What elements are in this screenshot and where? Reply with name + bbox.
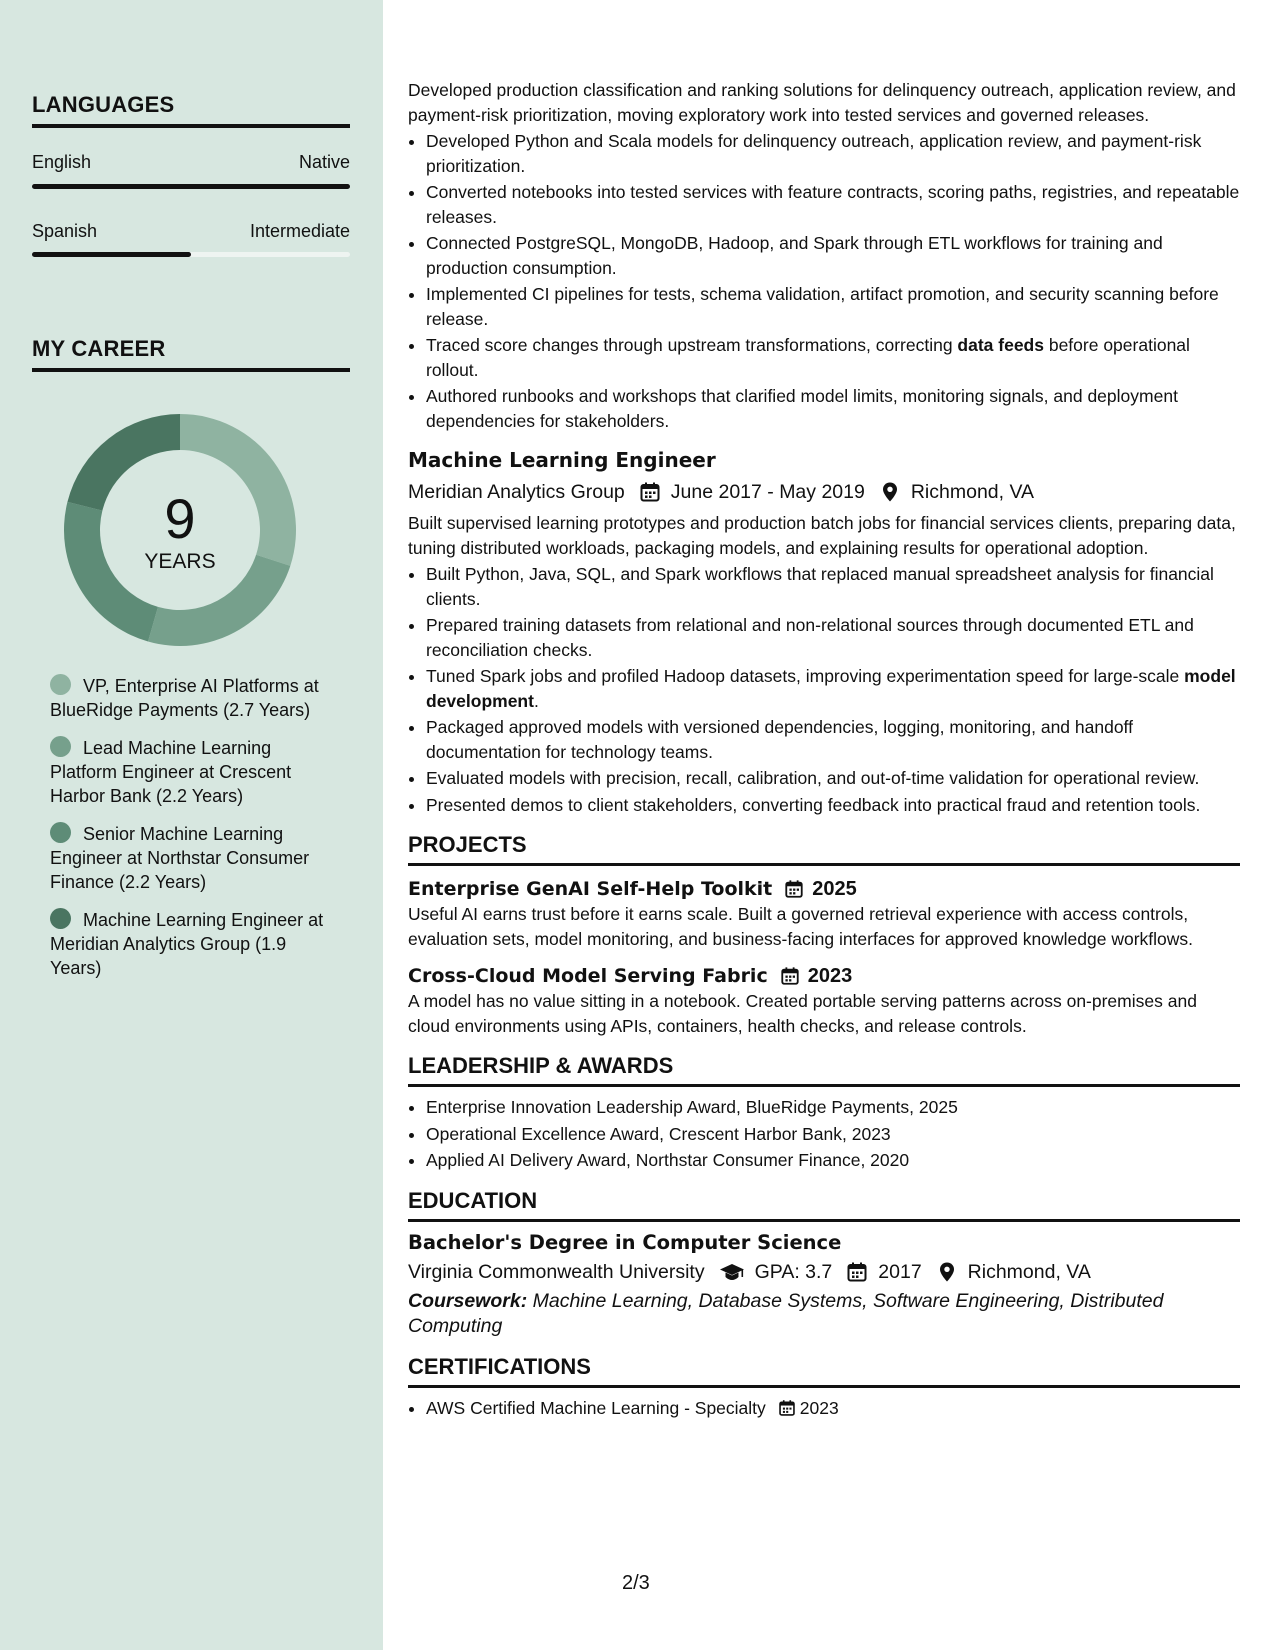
language-name: English [32, 152, 92, 172]
job-meta [408, 479, 1240, 505]
school-name: Virginia Commonwealth University [408, 1260, 705, 1283]
certification-name: • AWS Certified Machine Learning - Specialty [426, 1397, 766, 1418]
calendar-icon [780, 966, 800, 986]
project-year: 2025 [812, 878, 857, 900]
bullet-item: • Implemented CI pipelines for tests, schema validation, artifact promotion, and security scanning before release. [426, 282, 1240, 331]
projects-heading: PROJECTS [408, 831, 1240, 866]
career-legend [50, 674, 340, 994]
career-item [50, 822, 340, 894]
calendar-icon [784, 879, 804, 899]
sidebar [0, 0, 383, 1650]
degree-title: Bachelor's Degree in Computer Science [408, 1230, 842, 1254]
bullet-item: • Built Python, Java, SQL, and Spark workflows that replaced manual spreadsheet analysis for financial clients. [426, 562, 1240, 611]
career-item-label: Machine Learning Engineer at Meridian Analytics Group (1.9 Years) [50, 910, 324, 978]
previous-job-bullets [408, 129, 1240, 433]
language-name: Spanish [32, 221, 98, 241]
job-location: Richmond, VA [910, 481, 1035, 503]
language-row-english [32, 152, 350, 173]
coursework-label: Coursework: [408, 1289, 528, 1312]
bullet-text: . [533, 690, 539, 711]
main-content [408, 78, 1240, 1422]
page-number: 2/3 [622, 1572, 650, 1594]
project-title: Cross-Cloud Model Serving Fabric [408, 965, 768, 987]
project-title-row [408, 876, 1240, 902]
career-donut-chart [64, 414, 296, 646]
project-description: Useful AI earns trust before it earns scale. Built a governed retrieval experience with access controls, evaluation sets, model monitoring, and business-facing interfaces for approved knowledge workflows. [408, 904, 1194, 949]
award-item: • Applied AI Delivery Award, Northstar Consumer Finance, 2020 [426, 1148, 1240, 1173]
award-item: • Operational Excellence Award, Crescent Harbor Bank, 2023 [426, 1122, 1240, 1147]
bullet-item: • Packaged approved models with versioned dependencies, logging, monitoring, and handoff documentation for technology teams. [426, 715, 1240, 764]
career-dot-icon [50, 822, 71, 843]
job-company: Meridian Analytics Group [408, 481, 625, 503]
career-dot-icon [50, 674, 71, 695]
career-heading: MY CAREER [32, 336, 350, 372]
gpa: GPA: 3.7 [754, 1260, 833, 1283]
career-item-label: Senior Machine Learning Engineer at Northstar Consumer Finance (2.2 Years) [50, 824, 310, 892]
awards-heading: LEADERSHIP & AWARDS [408, 1052, 1240, 1087]
bullet-item: • Connected PostgreSQL, MongoDB, Hadoop, and Spark through ETL workflows for training and production consumption. [426, 231, 1240, 280]
previous-job-summary: Developed production classification and ranking solutions for delinquency outreach, application review, and payment-risk prioritization, moving exploratory work into tested services and governed releases. [408, 80, 1236, 125]
language-bar-fill [32, 252, 191, 257]
career-item [50, 674, 340, 722]
bullet-keyword: model development [426, 666, 1236, 711]
career-total-years: 9 [164, 487, 196, 550]
graduation-cap-icon [719, 1261, 745, 1283]
bullet-keyword: data feeds [957, 335, 1044, 355]
awards-list [408, 1095, 1240, 1173]
language-bar-fill [32, 184, 350, 189]
education-meta [408, 1259, 1240, 1285]
bullet-item: • Authored runbooks and workshops that clarified model limits, monitoring signals, and deployment dependencies for stakeholders. [426, 384, 1240, 433]
coursework [408, 1289, 1240, 1339]
calendar-icon [846, 1261, 868, 1283]
job-dates: June 2017 - May 2019 [670, 481, 865, 503]
certifications-heading: CERTIFICATIONS [408, 1353, 1240, 1388]
bullet-text: Traced score changes through upstream transformations, correcting [426, 335, 958, 355]
career-dot-icon [50, 736, 71, 757]
bullet-text: before operational rollout. [426, 335, 1190, 380]
certifications-list [408, 1396, 1240, 1421]
career-item [50, 736, 340, 808]
bullet-item: • Converted notebooks into tested services with feature contracts, scoring paths, registries, and repeatable releases. [426, 180, 1240, 229]
donut-segment-1 [180, 414, 296, 566]
bullet-item [426, 664, 1240, 713]
bullet-text: Tuned Spark jobs and profiled Hadoop datasets, improving experimentation speed for large-scale [426, 666, 1185, 686]
bullet-item: • Presented demos to client stakeholders, converting feedback into practical fraud and retention tools. [426, 793, 1240, 818]
language-bar-spanish [32, 252, 350, 257]
bullet-item: • Developed Python and Scala models for delinquency outreach, application review, and payment-risk prioritization. [426, 129, 1240, 178]
coursework-list: Machine Learning, Database Systems, Software Engineering, Distributed Computing [408, 1289, 1164, 1337]
language-level: Intermediate [249, 221, 350, 241]
job-title: Machine Learning Engineer [408, 448, 716, 472]
language-level: Native [298, 152, 350, 172]
bullet-item: • Prepared training datasets from relational and non-relational sources through documented ETL and reconciliation checks. [426, 613, 1240, 662]
calendar-icon [778, 1399, 796, 1417]
certification-year: 2023 [799, 1397, 839, 1418]
project-year: 2023 [807, 965, 853, 987]
career-years-unit: YEARS [144, 550, 216, 573]
award-item: • Enterprise Innovation Leadership Award, BlueRidge Payments, 2025 [426, 1095, 1240, 1120]
bullet-item [426, 333, 1240, 382]
graduation-year: 2017 [878, 1260, 922, 1283]
calendar-icon [639, 481, 661, 503]
career-item-label: VP, Enterprise AI Platforms at BlueRidge Payments (2.7 Years) [50, 676, 319, 720]
career-item-label: Lead Machine Learning Platform Engineer at Crescent Harbor Bank (2.2 Years) [50, 738, 292, 806]
languages-heading: LANGUAGES [32, 92, 350, 128]
career-dot-icon [50, 908, 71, 929]
education-heading: EDUCATION [408, 1187, 1240, 1222]
job-summary: Built supervised learning prototypes and production batch jobs for financial services clients, preparing data, tuning distributed workloads, packaging models, and explaining results for operational adoption. [408, 513, 1236, 558]
location-pin-icon [936, 1261, 958, 1283]
project-title: Enterprise GenAI Self-Help Toolkit [408, 878, 773, 900]
career-item [50, 908, 340, 980]
language-bar-english [32, 184, 350, 189]
language-row-spanish [32, 221, 350, 242]
donut-segment-4 [67, 414, 180, 511]
job-bullets [408, 562, 1240, 817]
school-location: Richmond, VA [967, 1260, 1091, 1283]
project-description: A model has no value sitting in a notebook. Created portable serving patterns across on-premises and cloud environments using APIs, containers, health checks, and release controls. [408, 991, 1197, 1036]
certification-item [426, 1396, 1240, 1421]
location-pin-icon [879, 481, 901, 503]
project-title-row [408, 963, 1240, 989]
bullet-item: • Evaluated models with precision, recall, calibration, and out-of-time validation for operational review. [426, 766, 1240, 791]
